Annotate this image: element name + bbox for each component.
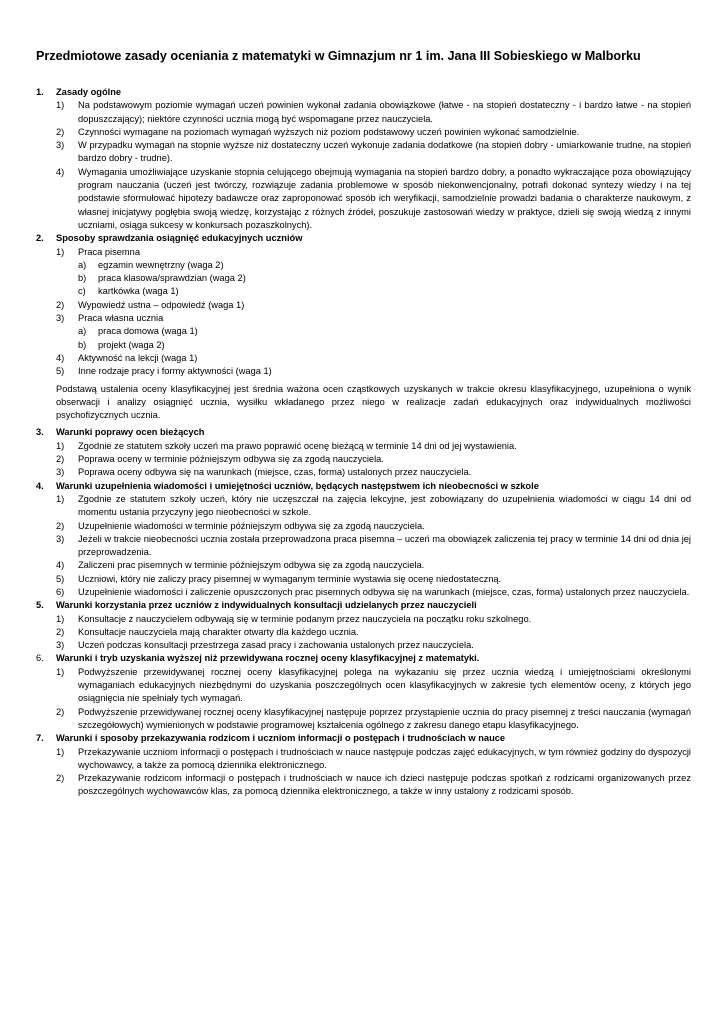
item-number: 3): [56, 533, 65, 544]
section-7: [36, 732, 691, 798]
item-number: 2): [56, 773, 65, 784]
item-text: Przekazywanie uczniom informacji o postępach i trudnościach w nauce następuje podczas zajęć edukacyjnych, w tym również godziny do dyspozycji wychowawcy, a także za pomocą dziennika elektronicznego.: [78, 746, 691, 770]
item-text: Przekazywanie rodzicom informacji o postępach i trudnościach w nauce ich dzieci następuje podczas spotkań z rodzicami organizowanych przez poszczególnych wychowawców klas, za pomocą dziennika elektronicznego, a także w inny ustalony z rodzicami sposób.: [78, 773, 691, 797]
item-number: 4): [56, 560, 65, 571]
item-number: 2): [56, 706, 65, 717]
item-number: 1): [56, 613, 65, 624]
list-item: [36, 746, 691, 773]
item-text: Zgodnie ze statutem szkoły uczeń, który nie uczęszczał na zajęcia lekcyjne, jest zobowiązany do uzupełnienia wiadomości w ciągu 14 dni od momentu ustania przyczyny jego nieobecności w szkole.: [78, 493, 691, 518]
list-item: [36, 440, 691, 453]
list-item: [36, 312, 691, 325]
item-number: 3): [56, 313, 65, 324]
list-item: [36, 365, 691, 378]
item-number: 1): [56, 493, 65, 504]
list-item: [36, 299, 691, 312]
item-text: Praca własna ucznia: [78, 313, 164, 324]
item-text: Poprawa oceny w terminie późniejszym odbywa się za zgodą nauczyciela.: [78, 454, 384, 465]
document-title: Przedmiotowe zasady oceniania z matematyki w Gimnazjum nr 1 im. Jana III Sobieskiego w Malborku: [36, 49, 641, 63]
list-item: [36, 559, 691, 572]
item-number: 3): [56, 467, 65, 478]
sub-item: [36, 285, 691, 298]
item-text: Uczeń podczas konsultacji przestrzega zasad pracy i zachowania ustalonych przez nauczyciela.: [78, 640, 474, 651]
item-number: 5): [56, 573, 65, 584]
list-item: [36, 706, 691, 733]
sub-item-text: kartkówka (waga 1): [98, 286, 179, 297]
section-number: 4.: [36, 480, 44, 491]
sub-item: [36, 259, 691, 272]
sub-item-text: praca domowa (waga 1): [98, 326, 198, 337]
item-number: 4): [56, 352, 65, 363]
list-item: [36, 139, 691, 166]
sub-item-letter: b): [78, 273, 87, 284]
list-item: [36, 666, 691, 706]
item-text: Wymagania umożliwiające uzyskanie stopnia celującego obejmują wymagania na stopień bardzo dobry, a ponadto wykraczające poza obowiązujący program nauczania (uczeń jest twórczy, rozwiązuje zadania problemowe w sposób niekonwencjonalny, potrafi dokonać syntezy wiedzy i na tej podstawie sformułować hipotezy badawcze oraz zaproponować sposób ich weryfikacji, samodzielnie prowadzi badania o charakterze naukowym, z własnej inicjatywy pogłębia swoją wiedzę, korzystając z różnych źródeł, poszukuje zastosowań wiedzy w praktyce, dzieli się swoją wiedzą z innymi uczniami, osiąga sukcesy w konkursach pozaszkolnych).: [78, 166, 691, 230]
sub-item: [36, 325, 691, 338]
list-item: [36, 520, 691, 533]
section-1: [36, 86, 691, 232]
section-heading: [36, 86, 691, 99]
item-text: Jeżeli w trakcie nieobecności ucznia została przeprowadzona praca pisemna – uczeń ma obowiązek zaliczenia tej pracy w terminie 14 dni od dnia jej przeprowadzenia.: [78, 533, 691, 558]
item-text: Poprawa oceny odbywa się na warunkach (miejsce, czas, forma) ustalonych przez nauczyciela.: [78, 467, 472, 478]
list-item: [36, 453, 691, 466]
list-item: [36, 99, 691, 126]
section-4: [36, 480, 691, 600]
item-text: Uczniowi, który nie zaliczy pracy pisemnej w wymaganym terminie wystawia się ocenę niedostateczną.: [78, 573, 502, 584]
item-text: Inne rodzaje pracy i formy aktywności (waga 1): [78, 366, 272, 377]
section-title: Zasady ogólne: [56, 87, 122, 97]
list-item: [36, 639, 691, 652]
item-number: 2): [56, 126, 65, 137]
section-5: [36, 599, 691, 652]
section-heading: [36, 232, 691, 245]
item-text: Uzupełnienie wiadomości i zaliczenie opuszczonych prac pisemnych odbywa się na warunkach (miejsce, czas, forma) ustalonych przez nauczyciela.: [78, 586, 690, 597]
section-6: [36, 652, 691, 732]
item-number: 1): [56, 246, 65, 257]
list-item: [36, 493, 691, 520]
item-number: 6): [56, 586, 65, 597]
sub-item-letter: a): [78, 326, 87, 337]
list-item: [36, 246, 691, 259]
section-number: 6.: [36, 653, 44, 664]
item-number: 2): [56, 626, 65, 637]
item-number: 1): [56, 100, 65, 111]
section-heading: [36, 599, 691, 612]
section-2: [36, 232, 691, 422]
list-item: [36, 533, 691, 560]
section-heading: [36, 732, 691, 745]
section-heading: [36, 652, 691, 665]
item-text: Czynności wymagane na poziomach wymagań wyższych niż poziom podstawowy uczeń powinien wykonać samodzielnie.: [78, 126, 580, 137]
section-title: Sposoby sprawdzania osiągnięć edukacyjnych uczniów: [56, 233, 303, 244]
list-item: [36, 466, 691, 479]
item-number: 2): [56, 520, 65, 531]
section-number: 1.: [36, 87, 44, 97]
item-number: 1): [56, 746, 65, 757]
sub-item-letter: c): [78, 286, 86, 297]
list-item: [36, 613, 691, 626]
section-heading: [36, 480, 691, 493]
sub-item: [36, 272, 691, 285]
item-text: Zaliczeni prac pisemnych w terminie późniejszym odbywa się za zgodą nauczyciela.: [78, 560, 425, 571]
item-number: 1): [56, 440, 65, 451]
sub-item-text: praca klasowa/sprawdzian (waga 2): [98, 273, 246, 284]
list-item: [36, 573, 691, 586]
item-text: Podwyższenie przewidywanej rocznej oceny klasyfikacyjnej następuje poprzez przystąpienie ucznia do pracy pisemnej z treści nauczania (wymagań szczegółowych) wymienionych w podstawie programowej kształcenia ogólnego z zakresu danego etapu klasyfikacyjnego.: [78, 706, 691, 730]
section-heading: [36, 426, 691, 439]
section-title: Warunki i sposoby przekazywania rodzicom i uczniom informacji o postępach i trudnościach w nauce: [56, 733, 506, 744]
item-number: 4): [56, 166, 65, 177]
section-title: Warunki uzupełnienia wiadomości i umiejętności uczniów, będących następstwem ich nieobecności w szkole: [56, 480, 539, 491]
item-text: W przypadku wymagań na stopnie wyższe niż dostateczny uczeń wykonuje zadania dodatkowe (na stopień dobry - umiarkowanie trudne, na stopień bardzo dobry - trudne).: [78, 140, 691, 164]
section-title: Warunki i tryb uzyskania wyższej niż przewidywana rocznej oceny klasyfikacyjnej z matematyki.: [56, 653, 480, 664]
item-text: Podwyższenie przewidywanej rocznej oceny klasyfikacyjnej polega na wykazaniu się przez ucznia wiedzą i umiejętnościami określonymi wymaganiach edukacyjnych niezbędnymi do uzyskania poszczególnych ocen klasyfikacyjnych w zakresie tych elementów oceny, z których jego osiągnięcia nie spełniały tych wymagań.: [78, 666, 691, 704]
item-number: 5): [56, 366, 65, 377]
list-item: [36, 352, 691, 365]
item-text: Aktywność na lekcji (waga 1): [78, 352, 198, 363]
sub-item-text: projekt (waga 2): [98, 339, 165, 350]
section-title: Warunki korzystania przez uczniów z indywidualnych konsultacji udzielanych przez nauczycieli: [56, 600, 477, 611]
section-3: [36, 426, 691, 479]
sub-item: [36, 339, 691, 352]
item-text: Konsultacje nauczyciela mają charakter otwarty dla każdego ucznia.: [78, 626, 359, 637]
list-item: [36, 126, 691, 139]
section-number: 7.: [36, 733, 44, 744]
item-number: 2): [56, 454, 65, 465]
item-text: Praca pisemna: [78, 246, 141, 257]
section-number: 5.: [36, 600, 44, 611]
item-number: 1): [56, 666, 65, 677]
section-title: Warunki poprawy ocen bieżących: [56, 427, 205, 438]
sub-item-letter: b): [78, 339, 87, 350]
summary-paragraph: Podstawą ustalenia oceny klasyfikacyjnej jest średnia ważona ocen cząstkowych uzyskanych w trakcie okresu klasyfikacyjnego, uzupełniona o wynik obserwacji i analizy osiągnięć ucznia, wysiłku wkładanego przez niego w realizacje zadań edukacyjnych oraz indywidualnych możliwości psychofizycznych ucznia.: [56, 383, 691, 421]
section-number: 2.: [36, 233, 44, 244]
item-number: 2): [56, 299, 65, 310]
list-item: [36, 626, 691, 639]
list-item: [36, 586, 691, 599]
item-number: 3): [56, 640, 65, 651]
item-text: Zgodnie ze statutem szkoły uczeń ma prawo poprawić ocenę bieżącą w terminie 14 dni od jej wystawienia.: [78, 440, 517, 451]
section-number: 3.: [36, 427, 44, 438]
sub-item-text: egzamin wewnętrzny (waga 2): [98, 259, 224, 270]
item-text: Wypowiedź ustna – odpowiedź (waga 1): [78, 299, 245, 310]
sub-item-letter: a): [78, 259, 87, 270]
list-item: [36, 772, 691, 799]
item-text: Na podstawowym poziomie wymagań uczeń powinien wykonał zadania obowiązkowe (łatwe - na stopień dostateczny - i bardzo łatwe - na stopień dopuszczający); niektóre czynności ucznia mogą być wspomagane przez nauczyciela.: [78, 100, 691, 124]
item-number: 3): [56, 140, 65, 151]
list-item: [36, 166, 691, 232]
item-text: Uzupełnienie wiadomości w terminie późniejszym odbywa się za zgodą nauczyciela.: [78, 520, 425, 531]
item-text: Konsultacje z nauczycielem odbywają się w terminie podanym przez nauczyciela na początku roku szkolnego.: [78, 613, 532, 624]
